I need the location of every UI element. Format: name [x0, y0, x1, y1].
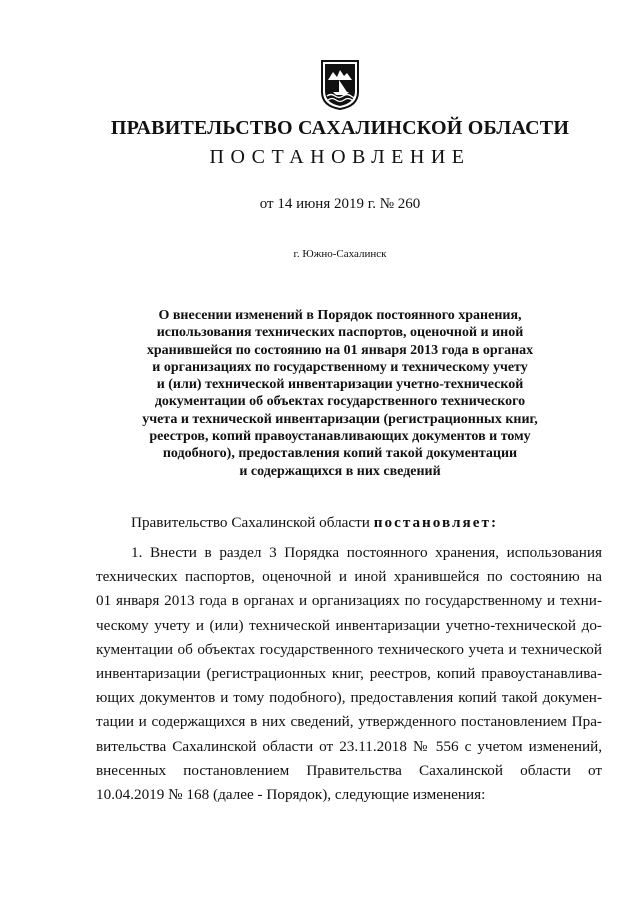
subject-line: О внесении изменений в Порядок постоянного хранения,: [158, 308, 522, 323]
document-type: ПОСТАНОВЛЕНИЕ: [209, 146, 471, 168]
subject-line: и организациях по государственному и техническому учету: [152, 359, 528, 375]
paragraph-line: инвентаризации (регистрационных книг, реестров, копий правоустанавлива-: [96, 664, 602, 682]
paragraph-line: вительства Сахалинской области от 23.11.2018 № 556 с учетом изменений,: [96, 737, 602, 755]
paragraph-line: 01 января 2013 года в органах и организациях по государственному и техни-: [96, 592, 602, 610]
government-title: ПРАВИТЕЛЬСТВО САХАЛИНСКОЙ ОБЛАСТИ: [110, 117, 570, 139]
subject-line: хранившейся по состоянию на 01 января 2013 года в органах: [146, 342, 534, 358]
paragraph-line: технических паспортов, оценочной и иной хранившейся по состоянию на: [96, 568, 602, 586]
paragraph-line: ющих документов и тому подобного), предоставления копий такой докумен-: [96, 689, 602, 707]
subject-line: документации об объектах государственного технического: [154, 394, 526, 410]
subject-line: учета и технической инвентаризации (регистрационных книг,: [142, 411, 538, 427]
paragraph-line: 10.04.2019 № 168 (далее - Порядок), следующие изменения:: [96, 785, 486, 803]
sakhalin-coat-of-arms-icon: [319, 58, 361, 110]
subject-line: реестров, копий правоустанавливающих документов и тому: [149, 429, 531, 445]
intro-lead: Правительство Сахалинской области: [131, 514, 370, 531]
paragraph-line: тации и содержащихся в них сведений, утвержденного постановлением Пра-: [96, 713, 602, 731]
paragraph-line: ческому учету и (или) технической инвентаризации учетно-технической до-: [96, 616, 602, 634]
paragraph-1: [96, 541, 602, 807]
paragraph-line: кументации об объектах государственного технического учета и технической: [96, 640, 602, 658]
paragraph-line: внесенных постановлением Правительства Сахалинской области от: [96, 761, 602, 779]
subject-line: подобного), предоставления копий такой документации: [162, 446, 518, 462]
paragraph-line: 1. Внести в раздел 3 Порядка постоянного хранения, использования: [131, 544, 602, 561]
document-subject: [100, 307, 580, 480]
subject-line: использования технических паспортов, оценочной и иной: [156, 325, 524, 341]
document-date-number: от 14 июня 2019 г. № 260: [259, 196, 421, 212]
subject-line: и (или) технической инвентаризации учетно-технической: [156, 377, 524, 393]
subject-line: и содержащихся в них сведений: [239, 463, 441, 479]
resolution-intro: [96, 514, 602, 532]
document-city: г. Южно-Сахалинск: [293, 248, 387, 260]
intro-action: постановляет:: [373, 514, 499, 531]
